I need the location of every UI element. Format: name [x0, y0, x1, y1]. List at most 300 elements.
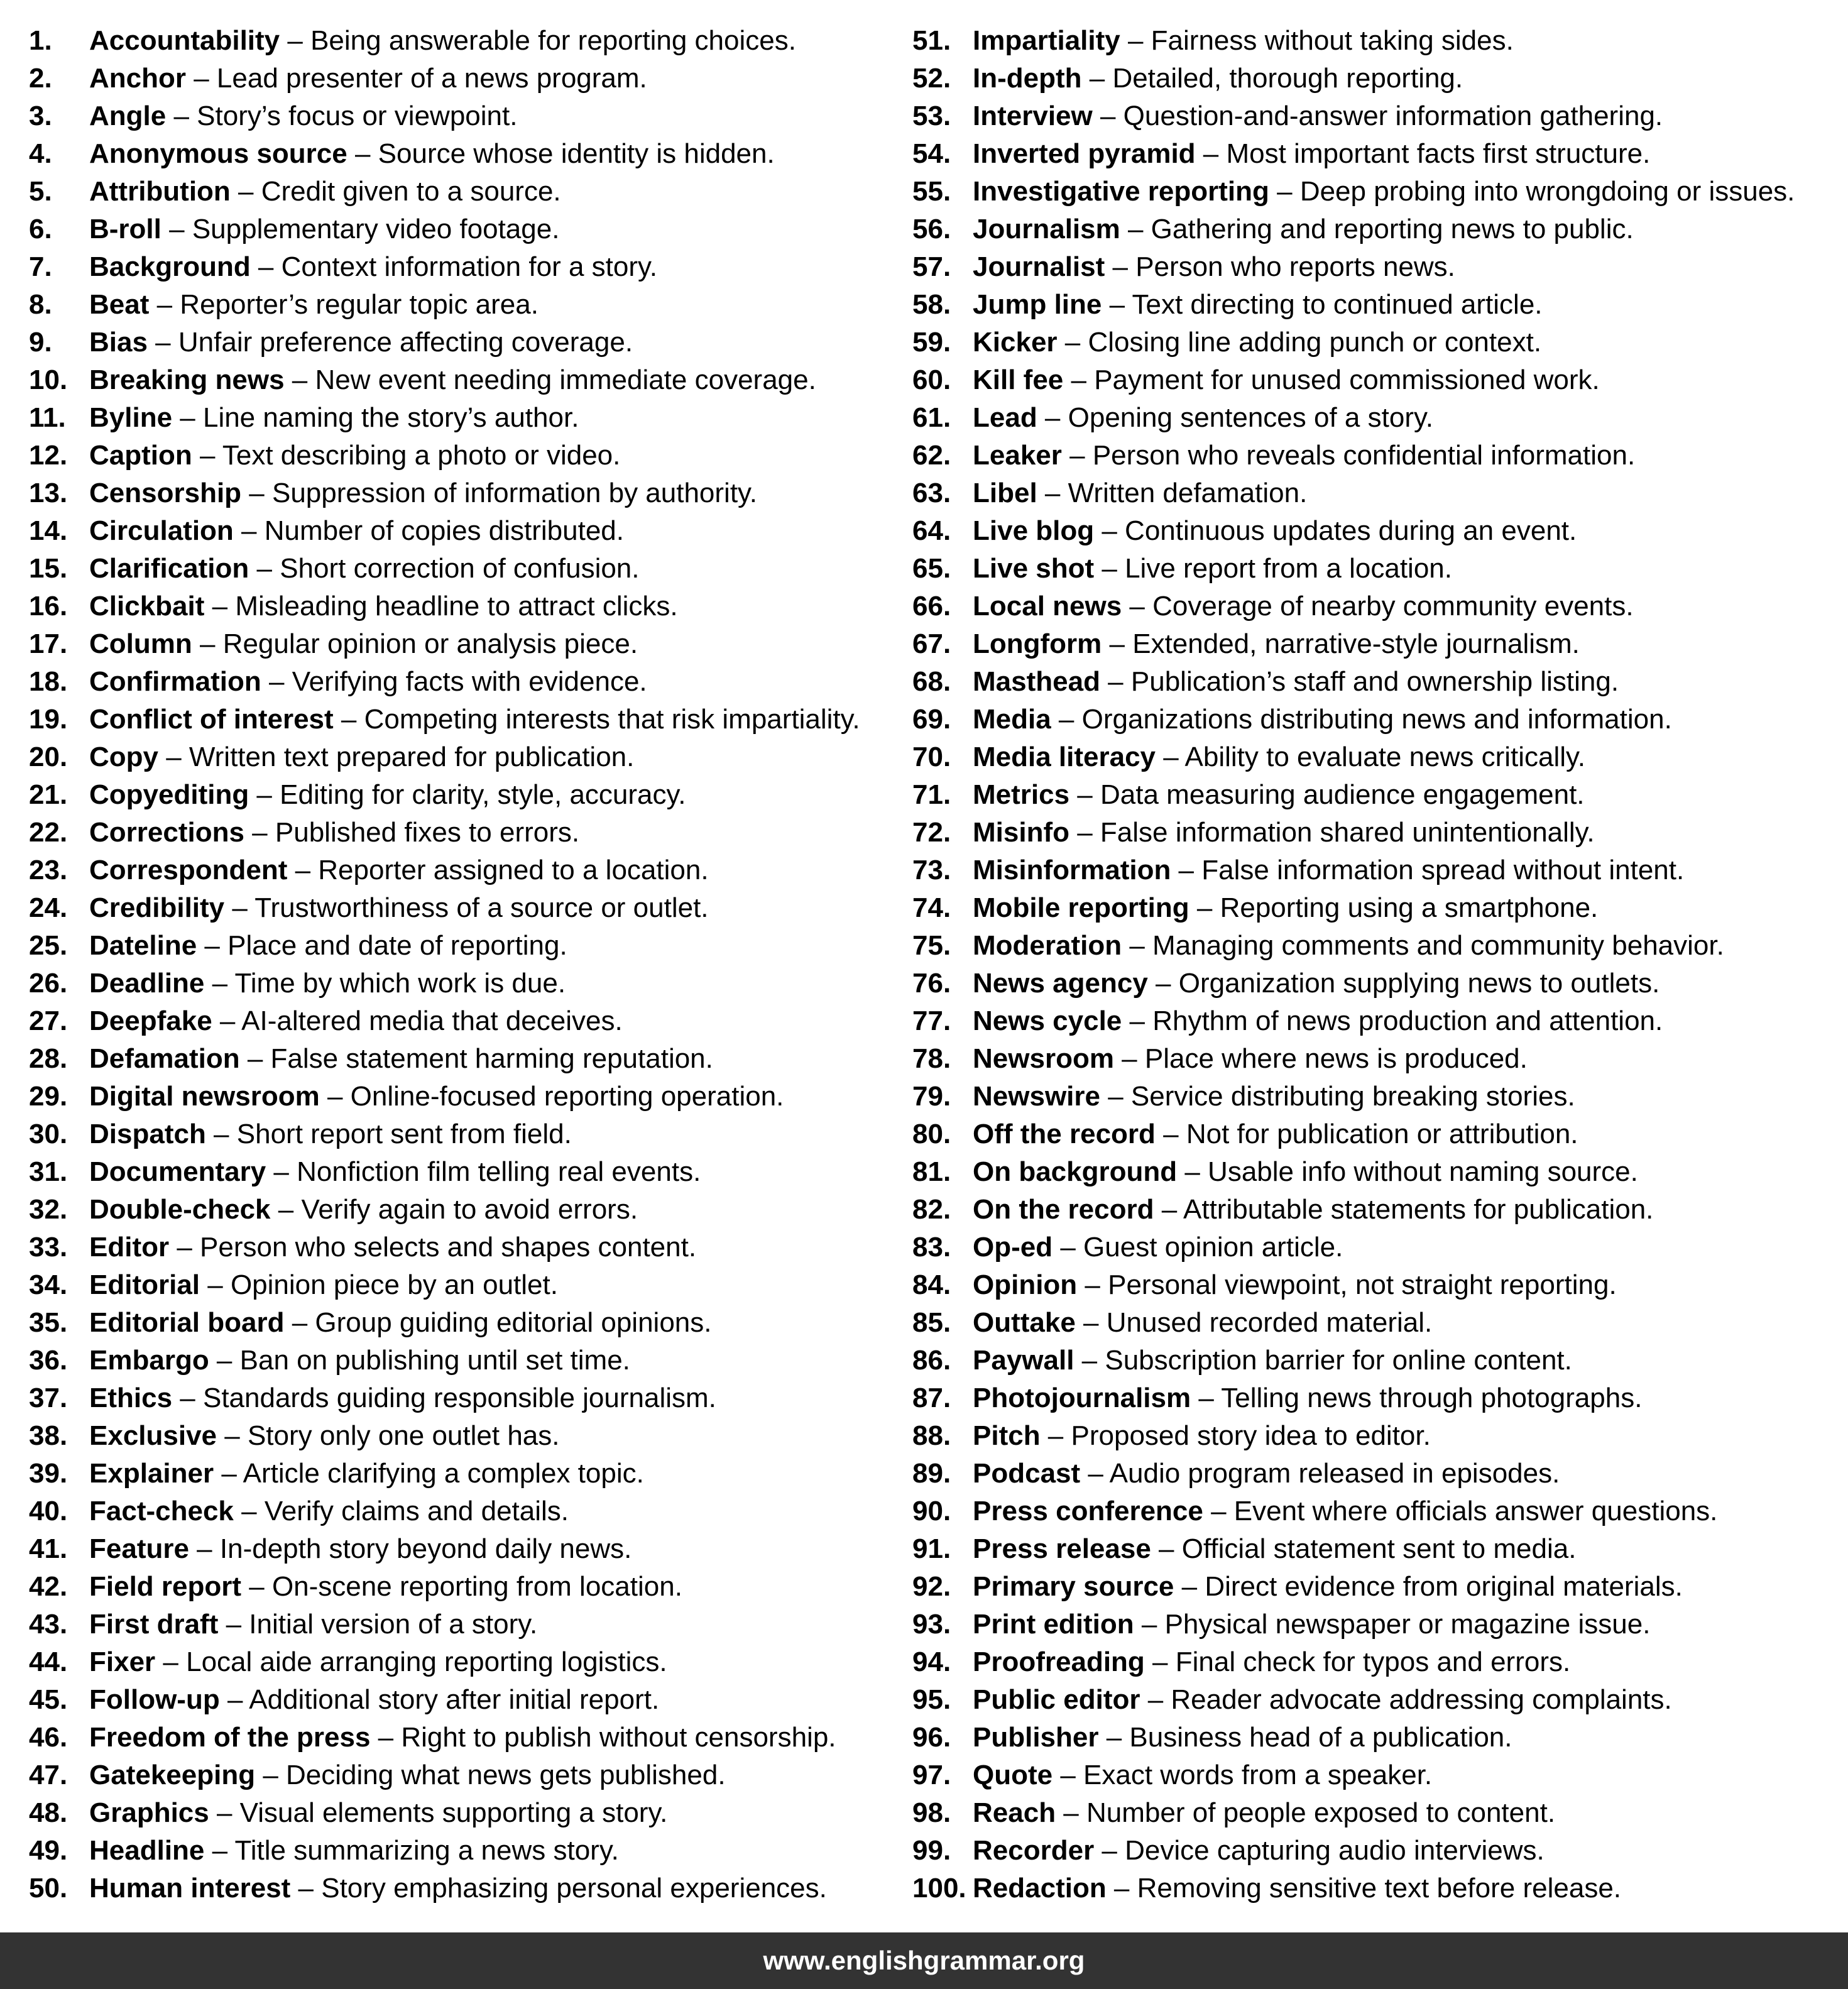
- item-text: [89, 286, 539, 324]
- item-term: Attribution: [89, 176, 231, 207]
- item-number: 72.: [912, 817, 951, 848]
- glossary-item: [29, 927, 896, 965]
- item-text: [973, 1191, 1653, 1229]
- item-number: 63.: [912, 478, 951, 508]
- item-number: 85.: [912, 1307, 951, 1338]
- item-term: Kicker: [973, 327, 1058, 358]
- item-separator: –: [189, 1533, 220, 1564]
- item-number: 35.: [29, 1307, 68, 1338]
- item-term: Freedom of the press: [89, 1722, 371, 1753]
- glossary-item: [29, 286, 896, 324]
- item-separator: –: [1057, 327, 1088, 358]
- item-term: Redaction: [973, 1873, 1107, 1904]
- item-text: [89, 60, 647, 97]
- item-definition: False statement harming reputation.: [270, 1043, 713, 1074]
- item-number: 95.: [912, 1684, 951, 1715]
- glossary-item: [29, 550, 896, 588]
- item-term: Angle: [89, 101, 167, 131]
- item-number: 52.: [912, 63, 951, 94]
- item-number: 44.: [29, 1647, 68, 1677]
- item-text: [973, 1870, 1621, 1907]
- glossary-item: [29, 399, 896, 437]
- item-number: 1.: [29, 25, 52, 56]
- item-number: 91.: [912, 1533, 951, 1564]
- glossary-item: [29, 211, 896, 248]
- item-term: Inverted pyramid: [973, 138, 1196, 169]
- item-number: 56.: [912, 214, 951, 244]
- item-definition: Text describing a photo or video.: [222, 440, 621, 471]
- item-separator: –: [1120, 25, 1151, 56]
- item-number: 100.: [912, 1873, 966, 1904]
- item-text: [89, 1229, 696, 1266]
- item-number: 97.: [912, 1760, 951, 1790]
- glossary-item: [29, 852, 896, 889]
- item-term: Censorship: [89, 478, 242, 508]
- item-separator: –: [1100, 666, 1131, 697]
- glossary-item: [912, 588, 1842, 625]
- item-number: 93.: [912, 1609, 951, 1640]
- item-number: 80.: [912, 1119, 951, 1149]
- item-definition: Guest opinion article.: [1083, 1232, 1343, 1263]
- item-term: Clickbait: [89, 591, 205, 622]
- item-term: Opinion: [973, 1269, 1078, 1300]
- glossary-item: [29, 1832, 896, 1870]
- item-separator: –: [1189, 892, 1220, 923]
- item-number: 46.: [29, 1722, 68, 1753]
- item-text: [973, 399, 1433, 437]
- item-text: [89, 1153, 701, 1191]
- item-definition: Line naming the story’s author.: [202, 402, 579, 433]
- item-text: [973, 22, 1514, 60]
- item-term: Copyediting: [89, 779, 249, 810]
- item-term: Conflict of interest: [89, 704, 334, 735]
- glossary-item: [29, 512, 896, 550]
- item-text: [973, 738, 1585, 776]
- item-text: [89, 1002, 623, 1040]
- item-definition: Verifying facts with evidence.: [292, 666, 647, 697]
- item-definition: Reader advocate addressing complaints.: [1171, 1684, 1672, 1715]
- glossary-item: [29, 248, 896, 286]
- glossary-item: [912, 1115, 1842, 1153]
- item-number: 14.: [29, 515, 68, 546]
- item-number: 55.: [912, 176, 951, 207]
- glossary-item: [912, 1870, 1842, 1907]
- item-definition: Short correction of confusion.: [280, 553, 640, 584]
- item-number: 9.: [29, 327, 52, 358]
- item-separator: –: [319, 1081, 351, 1112]
- item-text: [89, 1719, 836, 1756]
- item-number: 79.: [912, 1081, 951, 1112]
- item-number: 3.: [29, 101, 52, 131]
- item-separator: –: [158, 742, 189, 772]
- item-separator: –: [1154, 1194, 1183, 1225]
- item-term: Caption: [89, 440, 192, 471]
- item-number: 58.: [912, 289, 951, 320]
- item-term: B-roll: [89, 214, 161, 244]
- glossary-item: [912, 927, 1842, 965]
- glossary-item: [912, 211, 1842, 248]
- item-term: Misinformation: [973, 855, 1171, 885]
- item-number: 49.: [29, 1835, 68, 1866]
- item-text: [973, 1115, 1578, 1153]
- item-text: [89, 97, 517, 135]
- item-term: Pitch: [973, 1420, 1041, 1451]
- item-term: Editorial: [89, 1269, 200, 1300]
- item-term: Deepfake: [89, 1005, 212, 1036]
- item-separator: –: [1122, 591, 1153, 622]
- item-number: 96.: [912, 1722, 951, 1753]
- item-number: 28.: [29, 1043, 68, 1074]
- glossary-item: [29, 1153, 896, 1191]
- item-separator: –: [239, 1043, 271, 1074]
- glossary-item: [29, 1455, 896, 1493]
- glossary-item: [29, 1606, 896, 1643]
- item-separator: –: [347, 138, 378, 169]
- item-text: [89, 1832, 619, 1870]
- item-term: Live blog: [973, 515, 1095, 546]
- glossary-item: [912, 399, 1842, 437]
- item-text: [973, 1304, 1432, 1342]
- item-text: [973, 1606, 1650, 1643]
- item-number: 94.: [912, 1647, 951, 1677]
- item-separator: –: [1155, 1119, 1186, 1149]
- glossary-item: [912, 738, 1842, 776]
- glossary-item: [912, 1681, 1842, 1719]
- item-definition: Person who reveals confidential information.: [1092, 440, 1636, 471]
- item-term: Masthead: [973, 666, 1100, 697]
- item-definition: Device capturing audio interviews.: [1125, 1835, 1545, 1866]
- item-definition: Question-and-answer information gathering.: [1123, 101, 1663, 131]
- item-term: Fact-check: [89, 1496, 234, 1526]
- item-text: [973, 286, 1543, 324]
- item-separator: –: [217, 1420, 248, 1451]
- item-number: 17.: [29, 628, 68, 659]
- item-term: Publisher: [973, 1722, 1099, 1753]
- item-separator: –: [1102, 289, 1132, 320]
- item-text: [973, 1643, 1570, 1681]
- item-number: 22.: [29, 817, 68, 848]
- item-separator: –: [241, 1571, 272, 1602]
- item-text: [973, 324, 1541, 361]
- item-separator: –: [172, 402, 203, 433]
- glossary-item: [912, 1266, 1842, 1304]
- item-number: 40.: [29, 1496, 68, 1526]
- item-term: Ethics: [89, 1383, 173, 1413]
- item-separator: –: [1037, 478, 1068, 508]
- item-number: 50.: [29, 1873, 68, 1904]
- item-separator: –: [161, 214, 192, 244]
- item-term: Leaker: [973, 440, 1062, 471]
- item-definition: Rhythm of news production and attention.: [1152, 1005, 1663, 1036]
- item-separator: –: [1069, 779, 1100, 810]
- item-text: [973, 1756, 1432, 1794]
- glossary-item: [29, 1115, 896, 1153]
- glossary-item: [29, 60, 896, 97]
- glossary-item: [912, 1342, 1842, 1379]
- glossary-item: [29, 1229, 896, 1266]
- item-separator: –: [241, 478, 272, 508]
- item-definition: Time by which work is due.: [234, 968, 566, 999]
- item-number: 13.: [29, 478, 68, 508]
- item-number: 51.: [912, 25, 951, 56]
- item-definition: Reporter assigned to a location.: [318, 855, 709, 885]
- item-number: 25.: [29, 930, 68, 961]
- item-term: Podcast: [973, 1458, 1081, 1489]
- item-definition: Opening sentences of a story.: [1068, 402, 1433, 433]
- item-separator: –: [166, 101, 197, 131]
- item-text: [89, 814, 579, 852]
- item-definition: Lead presenter of a news program.: [216, 63, 647, 94]
- item-definition: Organizations distributing news and information.: [1081, 704, 1672, 735]
- item-number: 11.: [29, 402, 66, 433]
- item-term: Outtake: [973, 1307, 1076, 1338]
- item-definition: Number of copies distributed.: [264, 515, 624, 546]
- item-text: [89, 1606, 537, 1643]
- item-text: [973, 437, 1635, 474]
- item-text: [89, 1191, 638, 1229]
- item-term: News cycle: [973, 1005, 1122, 1036]
- item-separator: –: [1063, 364, 1095, 395]
- glossary-item: [912, 701, 1842, 738]
- item-definition: Local aide arranging reporting logistics.: [186, 1647, 667, 1677]
- glossary-item: [912, 1153, 1842, 1191]
- glossary-item: [29, 1002, 896, 1040]
- item-text: [89, 550, 640, 588]
- item-definition: Live report from a location.: [1125, 553, 1452, 584]
- item-term: Background: [89, 251, 251, 282]
- item-number: 67.: [912, 628, 951, 659]
- item-definition: Proposed story idea to editor.: [1071, 1420, 1431, 1451]
- glossary-left-column: [29, 22, 896, 1907]
- item-separator: –: [1074, 1345, 1105, 1376]
- item-text: [89, 1379, 716, 1417]
- item-separator: –: [200, 1269, 231, 1300]
- item-term: Editor: [89, 1232, 170, 1263]
- item-text: [89, 852, 709, 889]
- item-separator: –: [1151, 1533, 1182, 1564]
- glossary-item: [912, 1606, 1842, 1643]
- item-definition: Person who reports news.: [1135, 251, 1455, 282]
- item-term: Circulation: [89, 515, 234, 546]
- item-text: [89, 663, 647, 701]
- item-separator: –: [287, 855, 319, 885]
- item-text: [89, 1040, 713, 1078]
- item-text: [89, 1342, 630, 1379]
- item-separator: –: [1171, 855, 1202, 885]
- glossary-item: [29, 1870, 896, 1907]
- item-separator: –: [1040, 1420, 1071, 1451]
- glossary-item: [912, 1379, 1842, 1417]
- glossary-item: [912, 1568, 1842, 1606]
- item-term: Copy: [89, 742, 158, 772]
- item-number: 4.: [29, 138, 52, 169]
- item-definition: Regular opinion or analysis piece.: [222, 628, 638, 659]
- item-text: [89, 889, 709, 927]
- item-text: [973, 1493, 1717, 1530]
- glossary-item: [912, 1493, 1842, 1530]
- item-separator: –: [1037, 402, 1068, 433]
- item-number: 34.: [29, 1269, 68, 1300]
- item-text: [973, 663, 1619, 701]
- item-text: [89, 437, 620, 474]
- item-number: 38.: [29, 1420, 68, 1451]
- item-term: Newsroom: [973, 1043, 1114, 1074]
- item-text: [973, 361, 1600, 399]
- item-definition: Unused recorded material.: [1106, 1307, 1433, 1338]
- item-text: [973, 852, 1684, 889]
- item-number: 20.: [29, 742, 68, 772]
- item-text: [89, 324, 633, 361]
- glossary-item: [29, 1681, 896, 1719]
- item-definition: Nonfiction film telling real events.: [297, 1156, 701, 1187]
- item-definition: Audio program released in episodes.: [1109, 1458, 1560, 1489]
- item-separator: –: [1120, 214, 1151, 244]
- item-text: [89, 361, 816, 399]
- glossary-item: [29, 965, 896, 1002]
- item-text: [89, 1266, 558, 1304]
- item-term: Reach: [973, 1797, 1056, 1828]
- item-number: 29.: [29, 1081, 68, 1112]
- glossary-item: [912, 60, 1842, 97]
- item-definition: Source whose identity is hidden.: [378, 138, 775, 169]
- item-separator: –: [209, 1797, 240, 1828]
- item-separator: –: [214, 1458, 243, 1489]
- glossary-item: [912, 1040, 1842, 1078]
- glossary-item: [912, 889, 1842, 927]
- item-term: Journalism: [973, 214, 1120, 244]
- item-separator: –: [1140, 1684, 1171, 1715]
- glossary-item: [912, 437, 1842, 474]
- glossary-item: [29, 173, 896, 211]
- item-number: 89.: [912, 1458, 951, 1489]
- item-definition: Competing interests that risk impartiality.: [364, 704, 860, 735]
- item-text: [89, 965, 566, 1002]
- item-term: Journalist: [973, 251, 1105, 282]
- item-number: 98.: [912, 1797, 951, 1828]
- glossary-item: [912, 550, 1842, 588]
- item-term: Gatekeeping: [89, 1760, 256, 1790]
- glossary-item: [912, 248, 1842, 286]
- item-separator: –: [1069, 817, 1100, 848]
- item-separator: –: [249, 779, 280, 810]
- item-separator: –: [1092, 101, 1124, 131]
- item-text: [973, 1832, 1545, 1870]
- item-term: Longform: [973, 628, 1102, 659]
- item-text: [89, 135, 775, 173]
- item-definition: Trustworthiness of a source or outlet.: [254, 892, 709, 923]
- item-definition: Organization supplying news to outlets.: [1178, 968, 1660, 999]
- glossary-item: [29, 814, 896, 852]
- item-text: [89, 776, 686, 814]
- item-number: 84.: [912, 1269, 951, 1300]
- item-text: [89, 1794, 667, 1832]
- footer-website-link[interactable]: www.englishgrammar.org: [763, 1946, 1085, 1975]
- item-number: 32.: [29, 1194, 68, 1225]
- item-term: Print edition: [973, 1609, 1134, 1640]
- item-term: Follow-up: [89, 1684, 220, 1715]
- item-text: [973, 1229, 1343, 1266]
- item-separator: –: [1094, 553, 1125, 584]
- item-definition: Deep probing into wrongdoing or issues.: [1299, 176, 1795, 207]
- item-text: [973, 512, 1577, 550]
- item-text: [89, 1530, 631, 1568]
- glossary-item: [912, 1455, 1842, 1493]
- item-term: Embargo: [89, 1345, 209, 1376]
- item-text: [89, 701, 860, 738]
- item-separator: –: [230, 176, 261, 207]
- glossary-item: [912, 1719, 1842, 1756]
- item-number: 65.: [912, 553, 951, 584]
- item-term: Proofreading: [973, 1647, 1145, 1677]
- item-separator: –: [147, 327, 178, 358]
- item-separator: –: [205, 1119, 237, 1149]
- item-text: [89, 1417, 559, 1455]
- item-term: Correspondent: [89, 855, 288, 885]
- item-definition: Personal viewpoint, not straight reporting.: [1108, 1269, 1617, 1300]
- item-separator: –: [284, 364, 315, 395]
- item-number: 36.: [29, 1345, 68, 1376]
- item-term: Media literacy: [973, 742, 1156, 772]
- glossary-item: [29, 1191, 896, 1229]
- item-definition: Publication’s staff and ownership listing.: [1130, 666, 1619, 697]
- item-separator: –: [1094, 1835, 1125, 1866]
- item-text: [973, 1719, 1512, 1756]
- item-term: Media: [973, 704, 1051, 735]
- glossary-item: [912, 1229, 1842, 1266]
- glossary-item: [912, 776, 1842, 814]
- item-text: [973, 1078, 1575, 1115]
- item-number: 41.: [29, 1533, 68, 1564]
- item-separator: –: [284, 1307, 315, 1338]
- item-separator: –: [149, 289, 180, 320]
- item-separator: –: [1075, 1307, 1107, 1338]
- item-number: 68.: [912, 666, 951, 697]
- item-text: [973, 1266, 1617, 1304]
- item-number: 2.: [29, 63, 52, 94]
- glossary-item: [29, 1379, 896, 1417]
- item-term: Impartiality: [973, 25, 1120, 56]
- item-term: Graphics: [89, 1797, 209, 1828]
- item-text: [973, 1681, 1672, 1719]
- item-text: [89, 1681, 659, 1719]
- item-text: [973, 1568, 1683, 1606]
- glossary-item: [912, 1832, 1842, 1870]
- item-separator: –: [155, 1647, 187, 1677]
- item-term: First draft: [89, 1609, 219, 1640]
- item-text: [973, 814, 1595, 852]
- item-definition: Being answerable for reporting choices.: [310, 25, 796, 56]
- item-definition: Business head of a publication.: [1129, 1722, 1512, 1753]
- item-text: [973, 97, 1663, 135]
- item-definition: Written defamation.: [1068, 478, 1308, 508]
- glossary-item: [912, 512, 1842, 550]
- item-number: 64.: [912, 515, 951, 546]
- glossary-item: [912, 474, 1842, 512]
- item-term: Misinfo: [973, 817, 1069, 848]
- item-term: Public editor: [973, 1684, 1140, 1715]
- item-separator: –: [244, 817, 275, 848]
- glossary-item: [29, 1719, 896, 1756]
- glossary-item: [912, 324, 1842, 361]
- item-text: [973, 1417, 1431, 1455]
- item-number: 81.: [912, 1156, 951, 1187]
- item-term: Anchor: [89, 63, 186, 94]
- glossary-item: [912, 1530, 1842, 1568]
- glossary-item: [912, 1304, 1842, 1342]
- item-number: 47.: [29, 1760, 68, 1790]
- glossary-item: [29, 22, 896, 60]
- glossary-item: [29, 1794, 896, 1832]
